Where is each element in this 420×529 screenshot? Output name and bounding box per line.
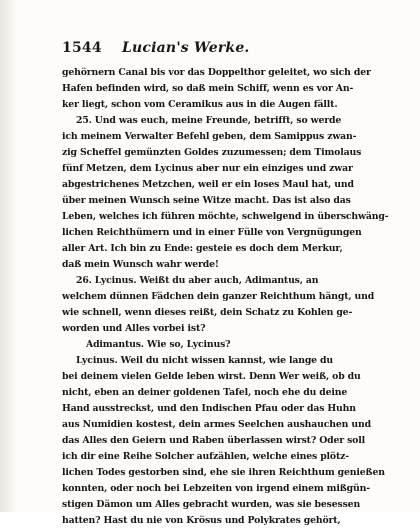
text-line: gehörnern Canal bis vor das Doppelthor geleitet, wo sich der <box>62 67 371 78</box>
text-line: welchem dünnen Fädchen dein ganzer Reichthum hängt, und <box>62 291 375 302</box>
text-line: ich dir eine Reihe Solcher aufzählen, welche eines plötz- <box>62 451 349 462</box>
text-line: das Alles den Geiern und Raben überlassen wirst? Oder soll <box>62 435 365 446</box>
text-line: Hand ausstreckst, und den Indischen Pfau oder das Huhn <box>62 403 356 414</box>
text-line-paragraph-start: 26. Lycinus. Weißt du aber auch, Adimantus, an <box>76 275 319 286</box>
page-scan-edge <box>0 0 18 512</box>
text-line: abgestrichenes Metzchen, weil er ein loses Maul hat, und <box>62 179 354 190</box>
text-line: lichen Reichthümern und in einer Fülle von Vergnügungen <box>62 227 362 238</box>
running-title: Lucian's Werke. <box>122 40 250 56</box>
text-line: zig Scheffel gemünzten Goldes zuzumessen; dem Timolaus <box>62 147 362 158</box>
text-line: nicht, eben an deiner goldenen Tafel, noch ehe du deine <box>62 387 348 398</box>
text-line: Hafen befinden wird, so daß mein Schiff, wenn es vor An- <box>62 83 354 94</box>
text-line: ker liegt, schon vom Ceramikus aus in die Augen fällt. <box>62 99 338 110</box>
text-line: aus Numidien kostest, dein armes Seelchen aushauchen und <box>62 419 371 430</box>
text-line: hatten? Hast du nie von Krösus und Polykrates gehört, <box>62 515 341 526</box>
text-line: konnten, oder noch bei Lebzeiten von irgend einem mißgün- <box>62 483 370 494</box>
text-line: lichen Todes gestorben sind, ehe sie ihren Reichthum genießen <box>62 467 385 478</box>
text-line: fünf Metzen, dem Lycinus aber nur ein einziges und zwar <box>62 163 353 174</box>
text-line: worden und Alles vorbei ist? <box>62 323 206 334</box>
text-line: aller Art. Ich bin zu Ende: gesteie es doch dem Merkur, <box>62 243 343 254</box>
text-line-paragraph-start: 25. Und was euch, meine Freunde, betrifft, so werde <box>76 115 342 126</box>
text-line: über meinen Wunsch seine Witze macht. Das ist also das <box>62 195 351 206</box>
text-line: Leben, welches ich führen möchte, schwelgend in überschwäng- <box>62 211 389 222</box>
text-line: wie schnell, wenn dieses reißt, dein Schatz zu Kohlen ge- <box>62 307 353 318</box>
text-line-speaker: Adimantus. Wie so, Lycinus? <box>86 339 231 350</box>
page-header <box>62 40 392 60</box>
text-line-paragraph-start: Lycinus. Weil du nicht wissen kannst, wie lange du <box>76 355 333 366</box>
text-line: ich meinem Verwalter Befehl geben, dem Samippus zwan- <box>62 131 357 142</box>
text-line: bei deinem vielen Gelde leben wirst. Denn Wer weiß, ob du <box>62 371 361 382</box>
text-line: stigen Dämon um Alles gebracht wurden, was sie besessen <box>62 499 361 510</box>
text-line: daß mein Wunsch wahr werde! <box>62 259 219 270</box>
page-number: 1544 <box>62 40 102 56</box>
page-body-text <box>62 65 394 529</box>
